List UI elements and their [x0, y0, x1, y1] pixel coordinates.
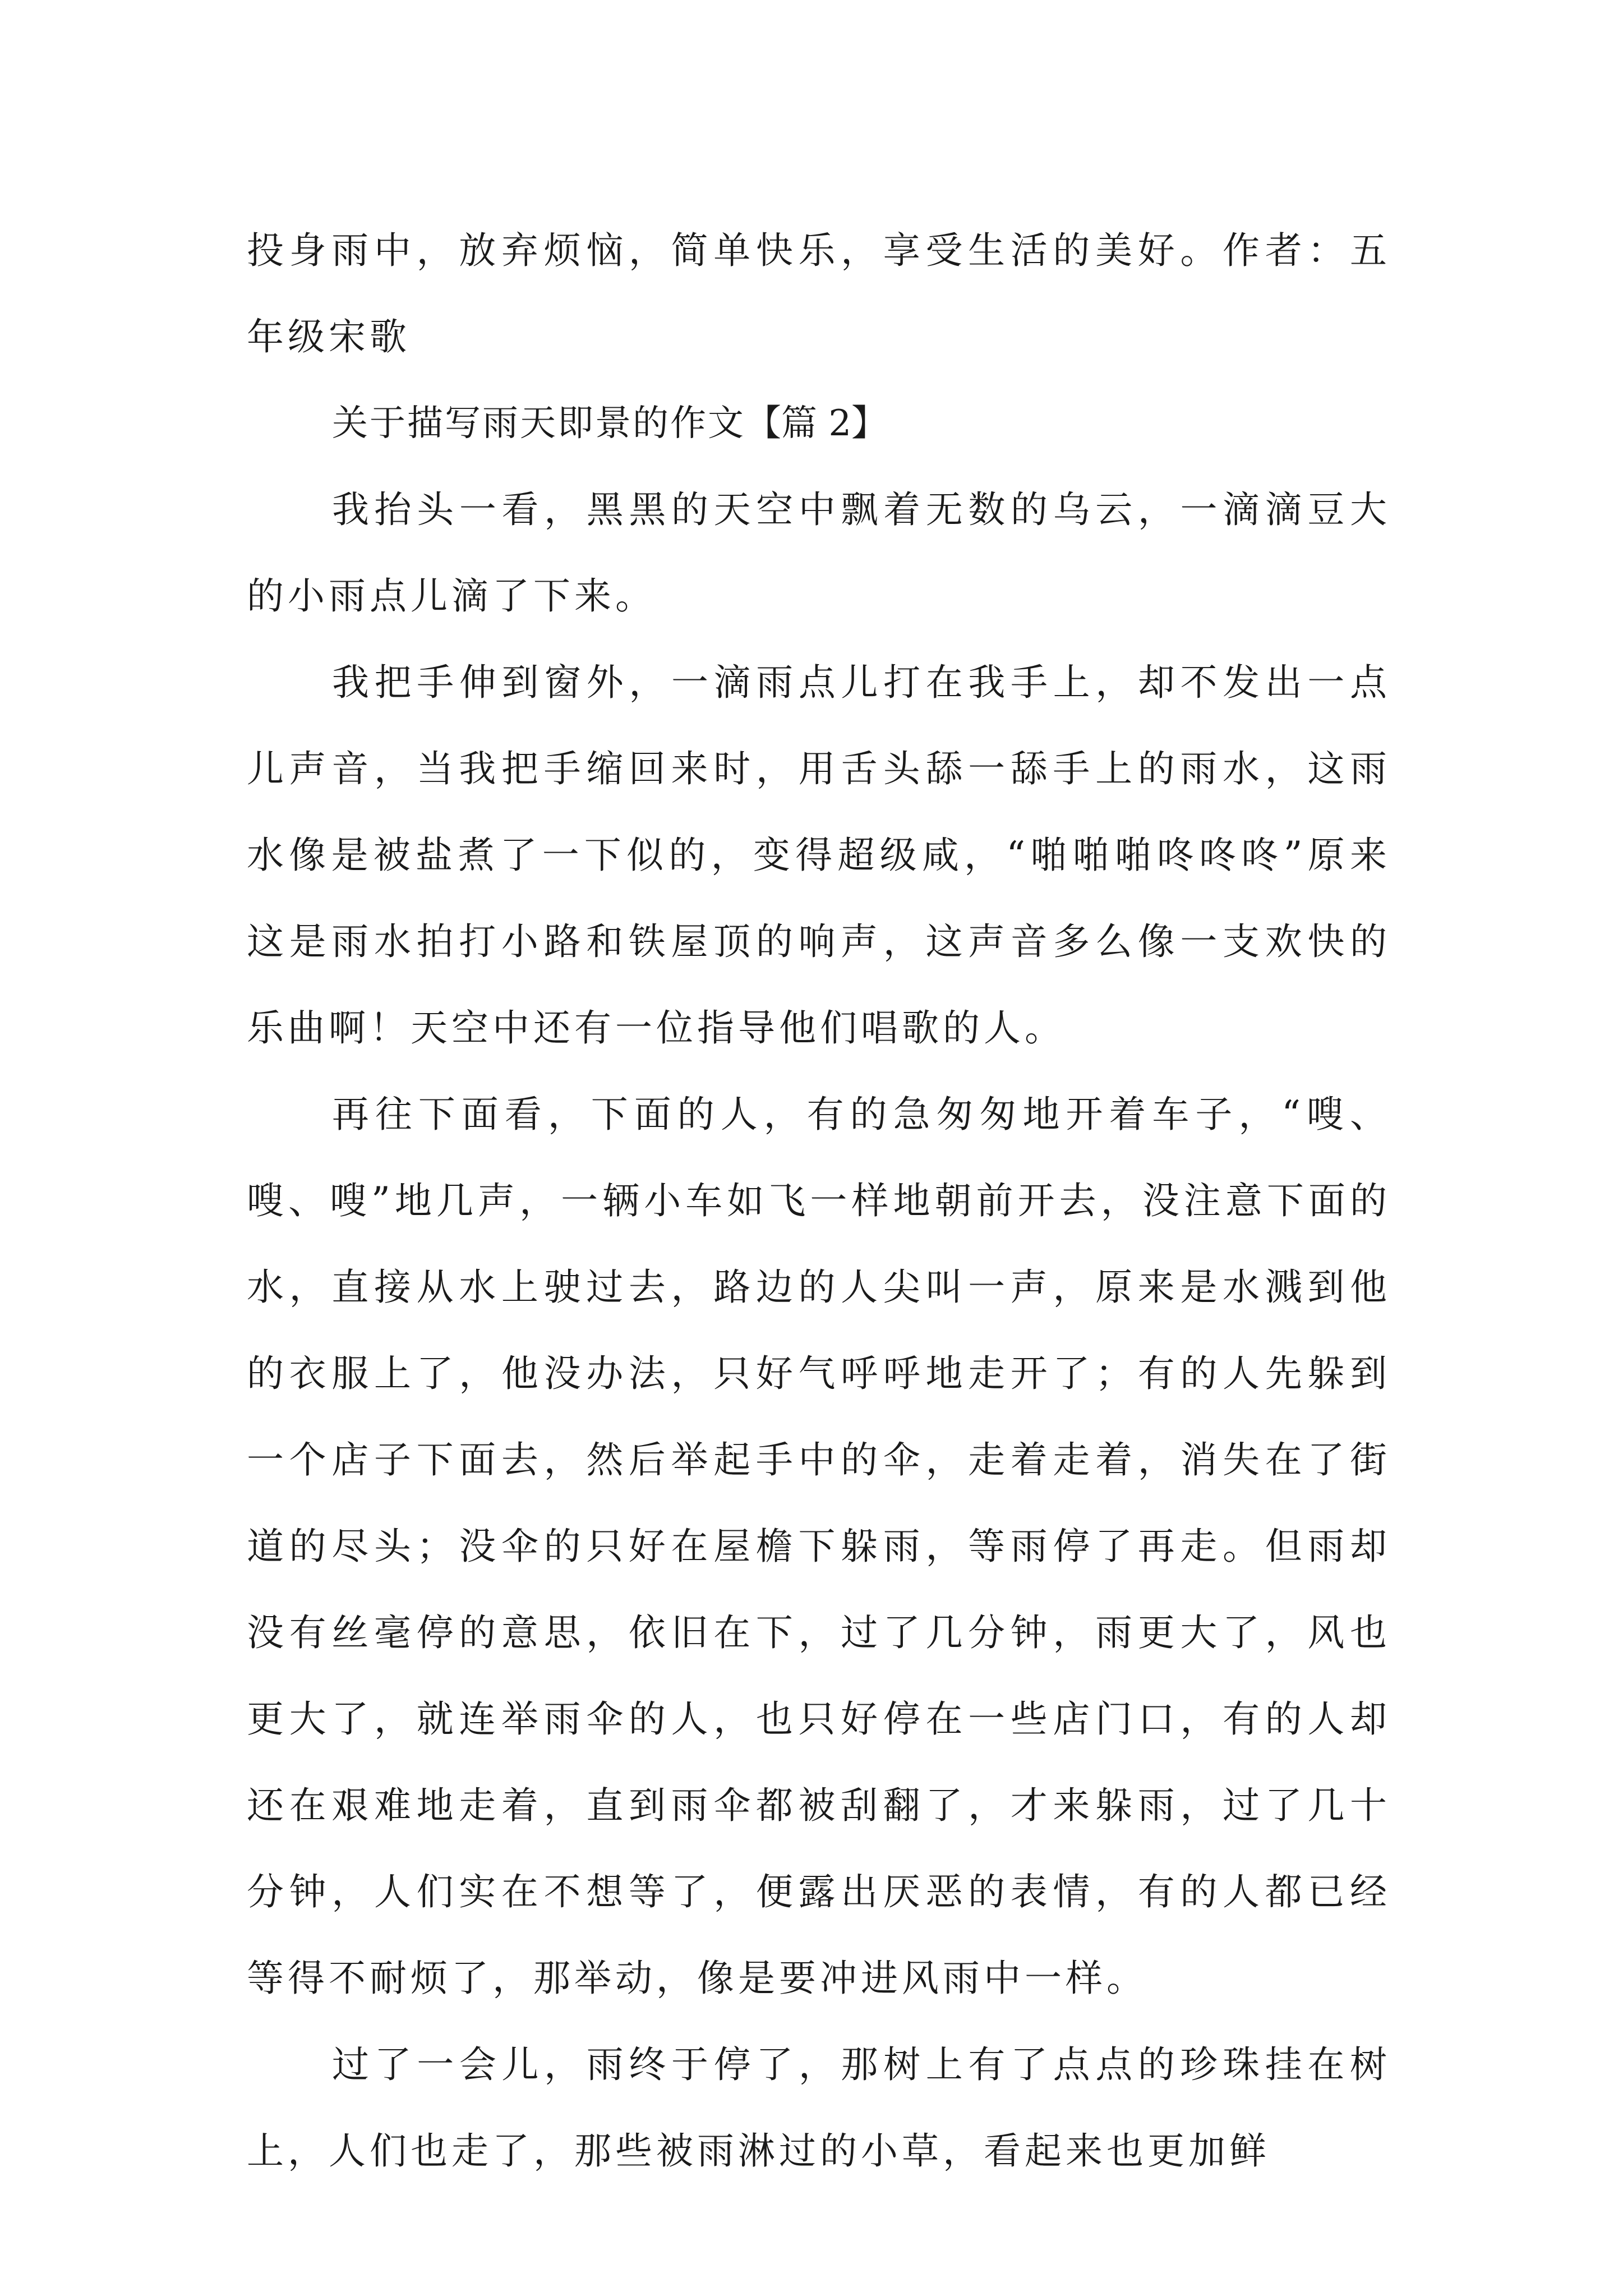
section-heading-title: 关于描写雨天即景的作文	[332, 403, 745, 444]
section-heading	[247, 380, 1391, 467]
text-column	[247, 208, 1391, 2194]
section-heading-number: 【篇 2】	[745, 403, 888, 444]
paragraph-3: 再往下面看，下面的人，有的急匆匆地开着车子，“嗖、嗖、嗖”地几声，一辆小车如飞一样地朝前开去，没注意下面的水，直接从水上驶过去，路边的人尖叫一声，原来是水溅到他的衣服上了，他没办法，只好气呼呼地走开了；有的人先躲到一个店子下面去，然后举起手中的伞，走着走着，消失在了街道的尽头；没伞的只好在屋檐下躲雨，等雨停了再走。但雨却没有丝毫停的意思，依旧在下，过了几分钟，雨更大了，风也更大了，就连举雨伞的人，也只好停在一些店门口，有的人却还在艰难地走着，直到雨伞都被刮翻了，才来躲雨，过了几十分钟，人们实在不想等了，便露出厌恶的表情，有的人都已经等得不耐烦了，那举动，像是要冲进风雨中一样。	[247, 1093, 1391, 2000]
paragraph-author-line: 投身雨中，放弃烦恼，简单快乐，享受生活的美好。作者：五年级宋歌	[247, 229, 1391, 358]
paragraph-2: 我把手伸到窗外，一滴雨点儿打在我手上，却不发出一点儿声音，当我把手缩回来时，用舌头舔一舔手上的雨水，这雨水像是被盐煮了一下似的，变得超级咸，“啪啪啪咚咚咚”原来这是雨水拍打小路和铁屋顶的响声，这声音多么像一支欢快的乐曲啊！天空中还有一位指导他们唱歌的人。	[247, 661, 1391, 1050]
paragraph-1: 我抬头一看，黑黑的天空中飘着无数的乌云，一滴滴豆大的小雨点儿滴了下来。	[247, 488, 1391, 618]
paragraph-4: 过了一会儿，雨终于停了，那树上有了点点的珍珠挂在树上，人们也走了，那些被雨淋过的小草，看起来也更加鲜	[247, 2043, 1391, 2173]
